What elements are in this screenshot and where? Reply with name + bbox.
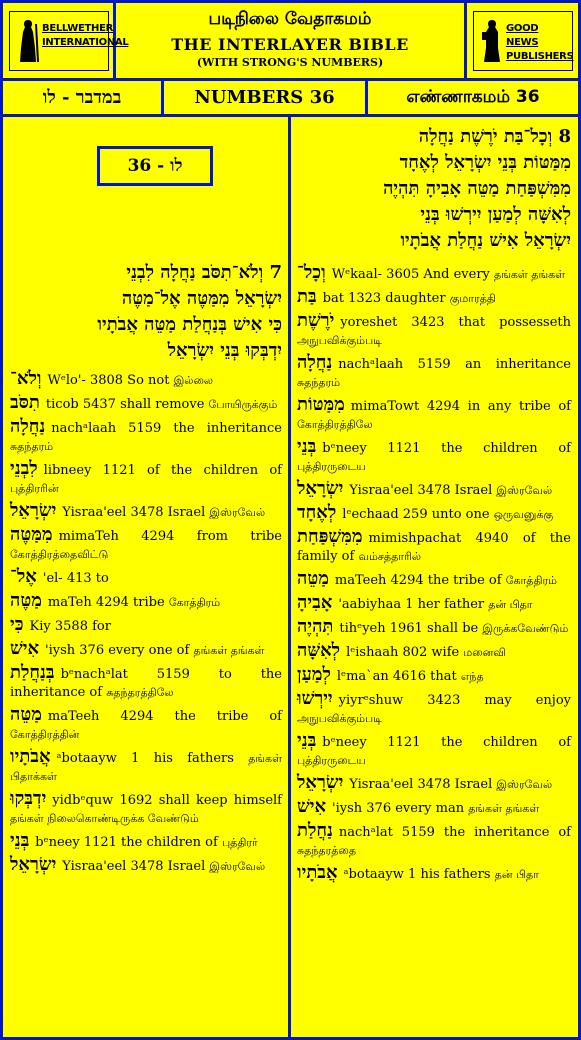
hebrew-word: בַּת xyxy=(297,286,317,307)
hebrew-word: יֹרֶשֶׁת xyxy=(297,310,335,331)
interlinear-entry xyxy=(297,396,571,434)
interlinear-entry xyxy=(10,394,282,414)
transliteration-gloss: nachᵃlaah 5159 an inheritance xyxy=(338,357,571,372)
transliteration-gloss: bᵉneey 1121 the children of xyxy=(322,735,571,750)
tamil-gloss: கோத்திரம் xyxy=(168,596,221,609)
hebrew-verse-line: יִדְבְּקוּ בְּנֵי יִשְׂרָאֵל xyxy=(167,340,282,361)
transliteration-gloss: Yisraa'eel 3478 Israel xyxy=(62,859,210,874)
bellwether-logo-box xyxy=(3,3,129,78)
tamil-gloss: புத்திரர் xyxy=(221,836,258,849)
hebrew-word: לְאֶחָד xyxy=(297,502,337,523)
interlinear-entry xyxy=(297,480,571,500)
interlinear-entry xyxy=(10,418,282,456)
verse-8-hebrew xyxy=(297,124,571,254)
hebrew-verse-line: מִמַּטּוֹת בְּנֵי יִשְׂרָאֵל לְאֶחָד xyxy=(399,152,571,173)
tamil-gloss: இஸ்ரவேல் xyxy=(209,506,266,519)
hebrew-word: תִּהְיֶה xyxy=(297,616,334,637)
verse-7-hebrew xyxy=(10,260,282,364)
interlinear-entry xyxy=(10,460,282,498)
interlinear-entry xyxy=(10,502,282,522)
tamil-gloss: சுதந்தரத்திலே xyxy=(106,686,174,699)
interlinear-entry xyxy=(297,774,571,794)
goodnews-logo xyxy=(473,11,573,71)
transliteration-gloss: Yisraa'eel 3478 Israel xyxy=(349,777,497,792)
hebrew-word: יִירְשׁוּ xyxy=(297,688,333,709)
interlinear-entry xyxy=(297,528,571,566)
logo-line2: INTERNATIONAL xyxy=(42,37,129,48)
tamil-gloss: கோத்திரத்திலே xyxy=(297,418,373,431)
hebrew-word: יִשְׂרָאֵל xyxy=(10,854,57,875)
tamil-gloss: ஒருவனுக்கு xyxy=(493,508,554,521)
hebrew-word: וְכָל־ xyxy=(297,262,326,283)
tamil-gloss: அநுபவிக்கும்படி xyxy=(297,334,382,347)
hebrew-word: בְּנֵי xyxy=(297,730,317,751)
interlinear-entry xyxy=(297,312,571,350)
interlinear-entry xyxy=(10,790,282,828)
tamil-gloss: கோத்திரம் xyxy=(505,574,558,587)
interlinear-entry xyxy=(297,690,571,728)
tamil-gloss: சுதந்தரம் xyxy=(297,376,341,389)
transliteration-gloss: libneey 1121 of the children of xyxy=(43,463,282,478)
transliteration-gloss: mimishpachat 4940 of the family of xyxy=(297,531,571,564)
transliteration-gloss: yiyrᵉshuw 3423 may enjoy xyxy=(338,693,571,708)
transliteration-gloss: lᵉishaah 802 wife xyxy=(346,645,464,660)
hebrew-word: יִשְׂרָאֵל xyxy=(297,772,344,793)
transliteration-gloss: lᵉechaad 259 unto one xyxy=(342,507,494,522)
hebrew-word: אֶל־ xyxy=(10,566,37,587)
transliteration-gloss: Yisraa'eel 3478 Israel xyxy=(349,483,497,498)
hebrew-word: יִשְׂרָאֵל xyxy=(10,500,57,521)
hebrew-word: לְאִשָּׁה xyxy=(297,640,341,661)
transliteration-gloss: ᵃbotaayw 1 his fathers xyxy=(56,751,249,766)
hebrew-word: אֲבֹתָיו xyxy=(297,862,338,883)
hebrew-verse-line: לְאִשָּׁה לְמַעַן יִירְשׁוּ בְּנֵי xyxy=(420,204,571,225)
hebrew-verse-line: 8 וְכָל־בַּת יֹרֶשֶׁת נַחֲלָה xyxy=(418,126,571,147)
transliteration-gloss: ticob 5437 shall remove xyxy=(45,397,209,412)
title-subtitle: (WITH STRONG'S NUMBERS) xyxy=(196,56,384,69)
interlinear-entry xyxy=(297,438,571,476)
interlinear-entry xyxy=(297,798,571,818)
hebrew-verse-line: מִמִּשְׁפַּחַת מַטֵּה אָבִיהָ תִּהְיֶה xyxy=(383,178,571,199)
hebrew-verse-line: יִשְׂרָאֵל מִמַּטֶּה אֶל־מַטֶּה xyxy=(121,288,282,309)
bellwether-logo xyxy=(9,11,129,71)
interlinear-entry xyxy=(10,592,282,612)
hebrew-word: מַטֵּה xyxy=(297,568,329,589)
interlinear-entry xyxy=(297,618,571,638)
interlinear-entry xyxy=(297,822,571,860)
tamil-gloss: தன் பிதா xyxy=(494,868,539,881)
tamil-gloss: தங்கள் நிலைகொண்டிருக்க வேண்டும் xyxy=(10,812,199,825)
transliteration-gloss: bat 1323 daughter xyxy=(322,291,450,306)
book-english: NUMBERS 36 xyxy=(164,81,368,114)
hebrew-word: מַטֵּה xyxy=(10,704,42,725)
preacher-figure-icon xyxy=(480,18,504,64)
interlinear-entry xyxy=(297,666,571,686)
transliteration-gloss: mimaTowt 4294 in any tribe of xyxy=(350,399,571,414)
transliteration-gloss: lᵉma`an 4616 that xyxy=(336,669,461,684)
title-tamil: படிநிலை வேதாகமம் xyxy=(208,9,372,29)
hebrew-word: כִּי xyxy=(10,614,24,635)
tamil-gloss: இஸ்ரவேல் xyxy=(496,484,553,497)
tamil-gloss: கோத்திரத்தைவிட்டு xyxy=(10,548,109,561)
goodnews-logo-box xyxy=(464,3,578,78)
tamil-gloss: அநுபவிக்கும்படி xyxy=(297,712,382,725)
hebrew-word: אִישׁ xyxy=(10,638,40,659)
interlinear-entry xyxy=(10,526,282,564)
shepherd-figure-icon xyxy=(16,18,40,64)
hebrew-word: מַטֶּה xyxy=(10,590,42,611)
verse-8-interlinear xyxy=(297,264,571,884)
verse-7-interlinear xyxy=(10,370,282,876)
transliteration-gloss: tihᵉyeh 1961 shall be xyxy=(339,621,483,636)
hebrew-word: מִמִּשְׁפַּחַת xyxy=(297,526,363,547)
transliteration-gloss: maTeeh 4294 the tribe of xyxy=(334,573,506,588)
logo-line1: GOOD NEWS xyxy=(506,23,539,48)
transliteration-gloss: Yisraa'eel 3478 Israel xyxy=(62,505,210,520)
hebrew-word: מִמַּטֶּה xyxy=(10,524,53,545)
logo-line2: PUBLISHERS xyxy=(506,51,574,62)
transliteration-gloss: Wᵉkaal- 3605 And every xyxy=(331,267,495,282)
hebrew-word: יִדְבְּקוּ xyxy=(10,788,47,809)
transliteration-gloss: Wᵉlo'- 3808 So not xyxy=(47,373,174,388)
tamil-gloss: தன் பிதா xyxy=(488,598,533,611)
interlinear-entry xyxy=(10,370,282,390)
hebrew-word: יִשְׂרָאֵל xyxy=(297,478,344,499)
book-tamil: எண்ணாகமம் 36 xyxy=(406,87,540,107)
hebrew-word: נַחֲלַת xyxy=(297,820,333,841)
transliteration-gloss: 'el- 413 to xyxy=(42,571,109,586)
interlinear-entry xyxy=(10,568,282,588)
interlinear-entry xyxy=(297,570,571,590)
hebrew-word: לִבְנֵי xyxy=(10,458,38,479)
tamil-gloss: தங்கள் பிதாக்கள் xyxy=(10,752,282,783)
transliteration-gloss: nachᵃlat 5159 the inheritance of xyxy=(338,825,571,840)
interlinear-entry xyxy=(297,594,571,614)
hebrew-word: בְּנֵי xyxy=(297,436,317,457)
interlinear-entry xyxy=(297,642,571,662)
transliteration-gloss: mimaTeh 4294 from tribe xyxy=(58,529,282,544)
interlinear-entry xyxy=(10,616,282,636)
right-column xyxy=(297,120,571,1035)
interlinear-entry xyxy=(10,832,282,852)
chapter-box: לו - 36 xyxy=(97,146,213,186)
hebrew-verse-line: יִשְׂרָאֵל אִישׁ נַחֲלַת אֲבֹתָיו xyxy=(400,230,571,251)
transliteration-gloss: nachᵃlaah 5159 the inheritance xyxy=(51,421,282,436)
tamil-gloss: புத்திரருடைய xyxy=(297,754,366,767)
hebrew-word: נַחֲלָה xyxy=(297,352,333,373)
tamil-gloss: புத்திரரின் xyxy=(10,482,59,495)
tamil-gloss: போயிருக்கும் xyxy=(208,398,278,411)
hebrew-word: בְּנַחֲלַת xyxy=(10,662,55,683)
transliteration-gloss: yidbᵉquw 1692 shall keep himself xyxy=(52,793,282,808)
tamil-gloss: மனைவி xyxy=(463,646,506,659)
title-block xyxy=(116,3,464,78)
transliteration-gloss: ᵃbotaayw 1 his fathers xyxy=(343,867,495,882)
tamil-gloss: கோத்திரத்தின் xyxy=(10,728,80,741)
tamil-gloss: தங்கள் தங்கள் xyxy=(193,644,265,657)
left-column xyxy=(10,120,282,1035)
book-hebrew: במדבר - לו xyxy=(3,81,164,114)
interlinear-entry xyxy=(10,748,282,786)
hebrew-word: בְּנֵי xyxy=(10,830,30,851)
tamil-gloss: தங்கள் தங்கள் xyxy=(494,268,566,281)
interlinear-entry xyxy=(10,664,282,702)
tamil-gloss: சுதந்தரம் xyxy=(10,440,54,453)
transliteration-gloss: maTeeh 4294 the tribe of xyxy=(47,709,282,724)
transliteration-gloss: 'iysh 376 every one of xyxy=(45,643,194,658)
interlinear-entry xyxy=(297,864,571,884)
tamil-gloss: இல்லை xyxy=(173,374,213,387)
tamil-gloss: வம்சத்தாரில் xyxy=(358,550,422,563)
tamil-gloss: புத்திரருடைய xyxy=(297,460,366,473)
transliteration-gloss: 'iysh 376 every man xyxy=(332,801,469,816)
interlinear-entry xyxy=(10,640,282,660)
hebrew-verse-line: 7 וְלֹא־תִסֹּב נַחֲלָה לִבְנֵי xyxy=(126,262,282,283)
hebrew-word: מִמַּטּוֹת xyxy=(297,394,345,415)
hebrew-word: אָבִיהָ xyxy=(297,592,333,613)
tamil-gloss: சுதந்தரத்தை xyxy=(297,844,356,857)
tamil-gloss: இருக்கவேண்டும் xyxy=(482,622,569,635)
hebrew-word: תִסֹּב xyxy=(10,392,40,413)
book-bar xyxy=(3,78,578,117)
transliteration-gloss: bᵉneey 1121 the children of xyxy=(322,441,571,456)
tamil-gloss: இஸ்ரவேல் xyxy=(209,860,266,873)
hebrew-verse-line: כִּי אִישׁ בְּנַחֲלַת מַטֵּה אֲבֹתָיו xyxy=(97,314,282,335)
tamil-gloss: தங்கள் தங்கள் xyxy=(468,802,540,815)
transliteration-gloss: bᵉnachᵃlat 5159 to the inheritance of xyxy=(10,667,282,700)
transliteration-gloss: maTeh 4294 tribe xyxy=(47,595,169,610)
logo-line1: BELLWETHER xyxy=(42,23,114,34)
interlinear-entry xyxy=(297,504,571,524)
transliteration-gloss: bᵉneey 1121 the children of xyxy=(35,835,222,850)
interlinear-entry xyxy=(10,706,282,744)
tamil-gloss: குமாரத்தி xyxy=(449,292,496,305)
hebrew-word: וְלֹא־ xyxy=(10,368,42,389)
interlinear-entry xyxy=(297,288,571,308)
interlinear-entry xyxy=(297,732,571,770)
hebrew-word: אֲבֹתָיו xyxy=(10,746,51,767)
column-divider xyxy=(288,117,291,1037)
hebrew-word: לְמַעַן xyxy=(297,664,331,685)
transliteration-gloss: 'aabiyhaa 1 her father xyxy=(338,597,489,612)
tamil-gloss: எந்த xyxy=(460,670,484,683)
title-main: THE INTERLAYER BIBLE xyxy=(171,35,409,54)
interlinear-entry xyxy=(297,264,571,284)
tamil-gloss: இஸ்ரவேல் xyxy=(496,778,553,791)
transliteration-gloss: Kiy 3588 for xyxy=(29,619,111,634)
hebrew-word: אִישׁ xyxy=(297,796,327,817)
hebrew-word: נַחֲלָה xyxy=(10,416,46,437)
page-header xyxy=(3,3,578,78)
interlinear-entry xyxy=(10,856,282,876)
transliteration-gloss: yoreshet 3423 that possesseth xyxy=(340,315,571,330)
interlinear-entry xyxy=(297,354,571,392)
